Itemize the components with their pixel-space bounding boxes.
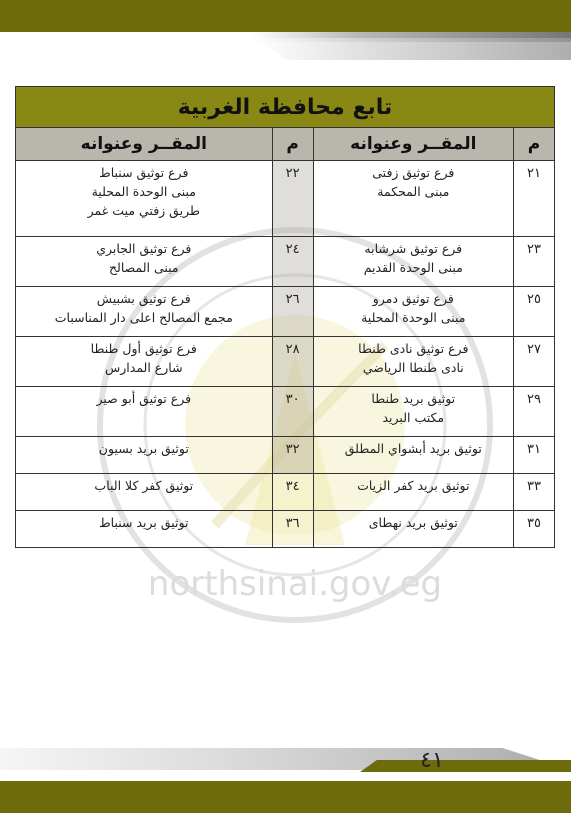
page-number: ٤١ — [420, 748, 444, 773]
bottom-footer-band — [0, 781, 571, 813]
address-line: توثيق بريد بسيون — [98, 441, 189, 456]
address-line: نادى طنطا الرياضي — [362, 360, 464, 375]
bottom-accent-line — [360, 760, 571, 772]
address-line: فرع توثيق دمرو — [372, 291, 454, 306]
branches-table — [15, 86, 555, 548]
header-num-left: م — [272, 128, 313, 161]
branch-address — [16, 511, 273, 548]
table-title: تابع محافظة الغربية — [16, 87, 555, 128]
branch-address — [313, 511, 513, 548]
row-number: ٣٣ — [514, 474, 555, 511]
address-line: مبنى الوحدة المحلية — [361, 310, 466, 325]
table-row — [16, 337, 555, 387]
branch-address — [16, 237, 273, 287]
table-row — [16, 511, 555, 548]
table-row — [16, 387, 555, 437]
branch-address — [16, 337, 273, 387]
table-row — [16, 161, 555, 237]
branch-address — [16, 287, 273, 337]
address-line: مبنى المحكمة — [377, 184, 450, 199]
row-number: ٢٨ — [272, 337, 313, 387]
address-line: توثيق بريد كفر الزيات — [357, 478, 470, 493]
address-line: مجمع المصالح اعلى دار المناسبات — [54, 310, 233, 325]
address-line: فرع توثيق شرشابه — [364, 241, 463, 256]
address-line: توثيق بريد سنباط — [99, 515, 189, 530]
address-line: فرع توثيق زفتى — [372, 165, 455, 180]
address-line: فرع توثيق بشبيش — [96, 291, 191, 306]
branch-address — [313, 287, 513, 337]
branch-address — [313, 387, 513, 437]
address-line: فرع توثيق نادى طنطا — [358, 341, 469, 356]
header-address-left: المقــر وعنوانه — [16, 128, 273, 161]
address-line: توثيق بريد طنطا — [371, 391, 456, 406]
branch-address — [313, 474, 513, 511]
address-line: مبنى الوحدة القديم — [363, 260, 463, 275]
address-line: مبنى المصالح — [108, 260, 179, 275]
header-num-right: م — [514, 128, 555, 161]
address-line: توثيق بريد أبشواي المطلق — [344, 441, 482, 456]
table-row — [16, 474, 555, 511]
branch-address — [16, 474, 273, 511]
branch-address — [313, 237, 513, 287]
table-row — [16, 437, 555, 474]
row-number: ٢٥ — [514, 287, 555, 337]
header-address-right: المقــر وعنوانه — [313, 128, 513, 161]
row-number: ٢٤ — [272, 237, 313, 287]
row-number: ٢٢ — [272, 161, 313, 237]
table-row — [16, 237, 555, 287]
address-line: طريق زفتي ميت غمر — [87, 203, 200, 218]
branch-address — [16, 387, 273, 437]
branch-address — [313, 437, 513, 474]
row-number: ٣١ — [514, 437, 555, 474]
row-number: ٣٦ — [272, 511, 313, 548]
table-row — [16, 287, 555, 337]
address-line: توثيق كفر كلا الباب — [94, 478, 194, 493]
row-number: ٢٧ — [514, 337, 555, 387]
address-line: مبنى الوحدة المحلية — [91, 184, 196, 199]
top-header-band — [0, 0, 571, 32]
address-line: فرع توثيق أول طنطا — [90, 341, 197, 356]
row-number: ٢١ — [514, 161, 555, 237]
branch-address — [16, 161, 273, 237]
address-line: فرع توثيق سنباط — [99, 165, 189, 180]
branch-address — [313, 161, 513, 237]
address-line: مكتب البريد — [382, 410, 445, 425]
watermark-text: northsinai.gov.eg — [147, 564, 443, 604]
address-line: شارع المدارس — [105, 360, 183, 375]
address-line: توثيق بريد نهطاى — [368, 515, 458, 530]
row-number: ٣٠ — [272, 387, 313, 437]
address-line: فرع توثيق الجابري — [96, 241, 192, 256]
row-number: ٢٩ — [514, 387, 555, 437]
row-number: ٣٤ — [272, 474, 313, 511]
branch-address — [16, 437, 273, 474]
address-line: فرع توثيق أبو صير — [96, 391, 192, 406]
row-number: ٢٣ — [514, 237, 555, 287]
branch-address — [313, 337, 513, 387]
row-number: ٢٦ — [272, 287, 313, 337]
row-number: ٣٥ — [514, 511, 555, 548]
top-decorative-stripe — [255, 38, 571, 60]
row-number: ٣٢ — [272, 437, 313, 474]
